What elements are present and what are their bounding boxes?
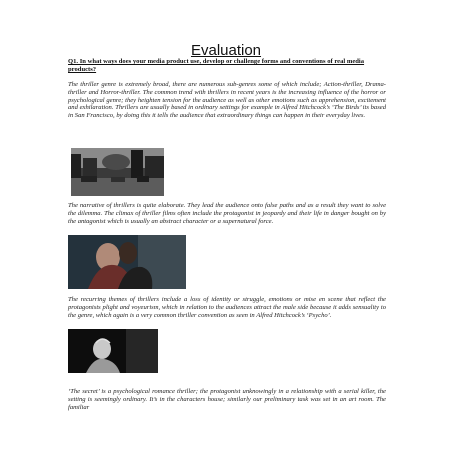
shower-scene-photo — [68, 329, 158, 373]
paragraph-narrative: The narrative of thrillers is quite elaborate. They lead the audience onto false paths and as a result they want to solve the dilemma. The climax of thriller films often include the protagonist in jeopardy and their life in danger bought on by the antagonist which is usually an abstract character or a supernatural force. — [68, 202, 386, 225]
paragraph-the-secret: ‘The secret’ is a psychological romance thriller; the protagonist unknowingly in a relationship with a serial killer, the setting is seemingly ordinary. It’s in the characters house; similarly our preliminary task was set in an art room. The familiar — [68, 388, 386, 411]
question-heading: Q1. In what ways does your media product use, develop or challenge forms and conventions of real media products? — [68, 58, 365, 73]
paragraph-themes: The recurring themes of thrillers include a loss of identity or struggle, emotions or mise en scene that reflect the protagonists plight and voyeurism, which in relation to the audiences attract the male side because it adds sensuality to the genre, which again is a very common thriller convention as seen in Alfred Hitchcock’s ‘Psycho’. — [68, 296, 386, 319]
couple-embrace-photo — [68, 235, 186, 289]
page-title: Evaluation — [190, 42, 262, 59]
street-scene-photo — [71, 148, 164, 196]
paragraph-genre: The thriller genre is extremely broad, there are numerous sub-genres some of which include; Action-thriller, Drama-thriller and Horror-thriller. The common trend with thrillers in recent years is the increasing influence of the horror or psychological genre; they heighten tension for the audience as well as other emotions such as apprehension, excitement and exhilaration. Thrillers are usually based in ordinary settings for example in Alfred Hitchcock’s ‘The Birds’ its based in San Francisco, by doing this it tells the audience that extraordinary things can happen in their everyday lives. — [68, 81, 386, 120]
